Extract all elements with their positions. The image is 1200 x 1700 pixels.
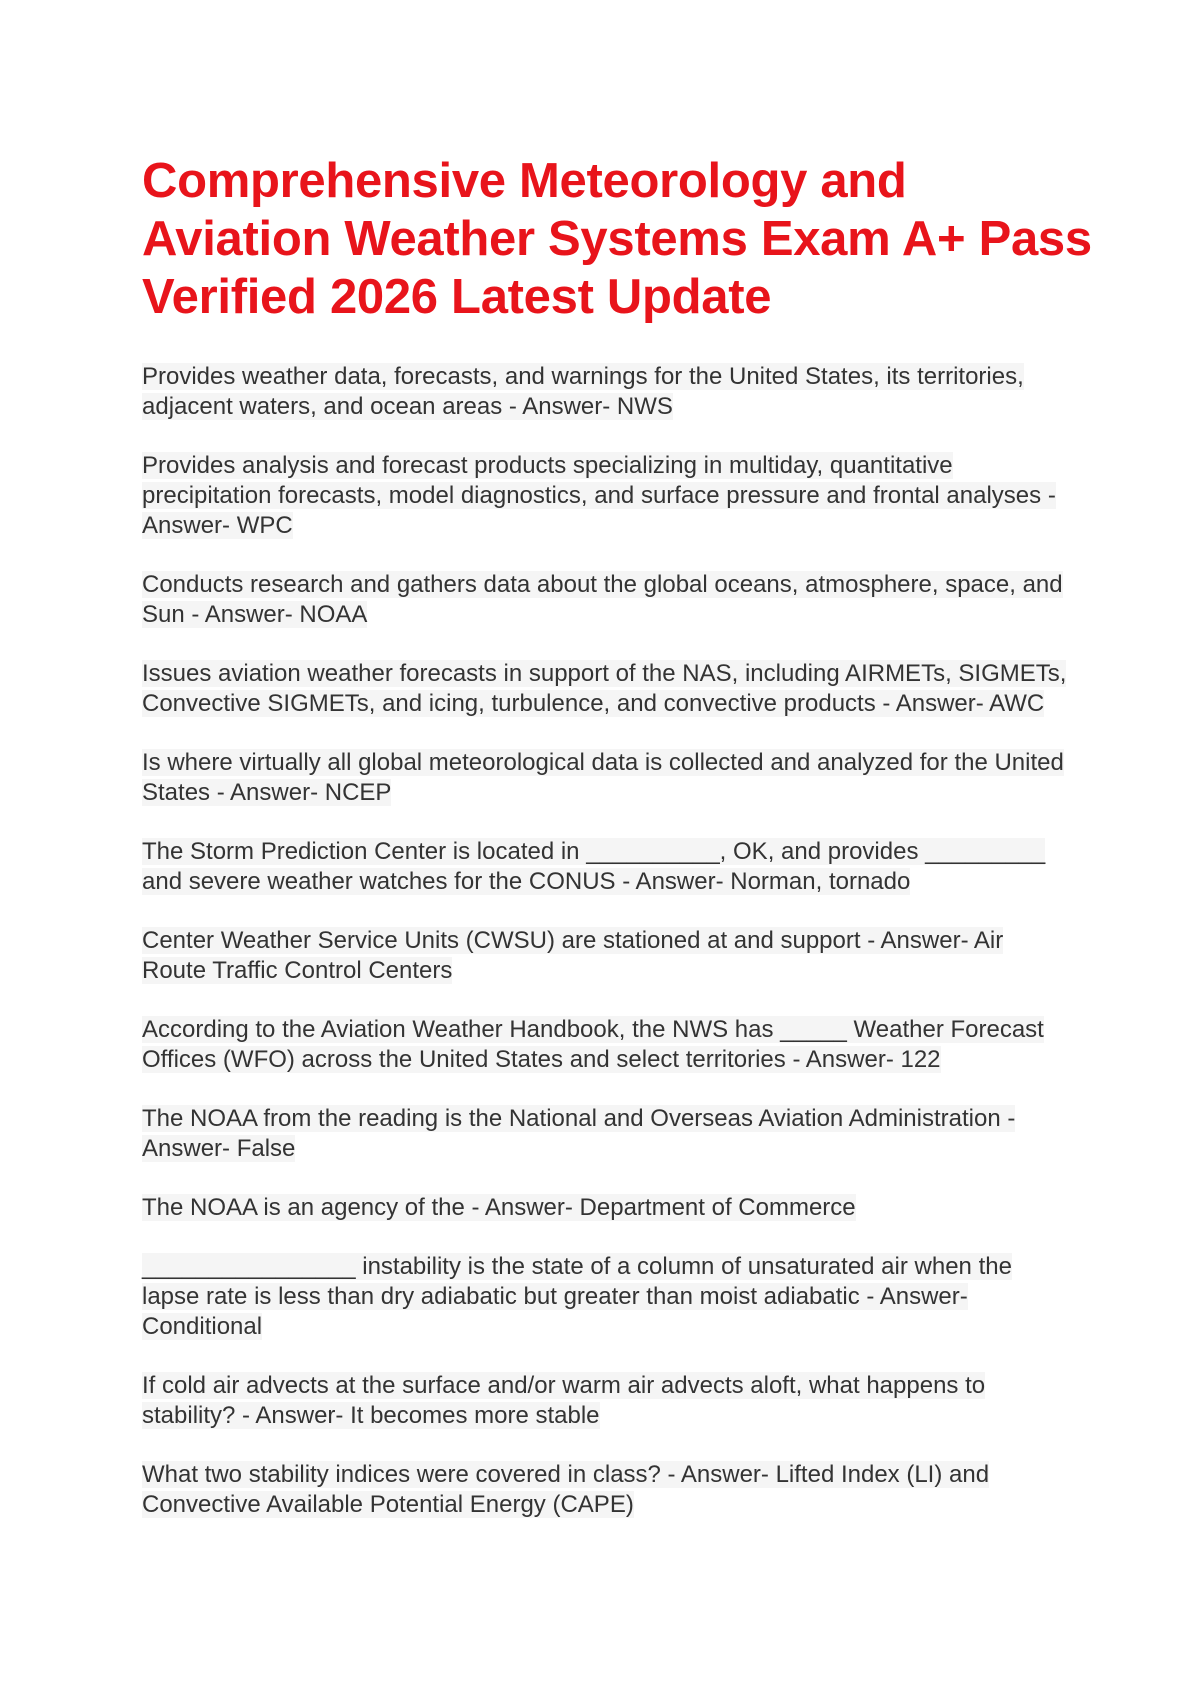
- qa-text: Provides weather data, forecasts, and warnings for the United States, its territories, adjacent waters, and ocean areas - Answer- NWS: [142, 363, 1024, 420]
- qa-text: Is where virtually all global meteorological data is collected and analyzed for the United States - Answer- NCEP: [142, 749, 1064, 806]
- qa-item-nws: [142, 362, 1072, 422]
- qa-item-ncep: [142, 748, 1072, 808]
- qa-text: What two stability indices were covered in class? - Answer- Lifted Index (LI) and Convective Available Potential Energy (CAPE): [142, 1461, 990, 1518]
- qa-text: Provides analysis and forecast products specializing in multiday, quantitative precipitation forecasts, model diagnostics, and surface pressure and frontal analyses - Answer- WPC: [142, 452, 1056, 539]
- qa-text: The NOAA from the reading is the National and Overseas Aviation Administration - Answer- False: [142, 1105, 1016, 1162]
- qa-text: Conducts research and gathers data about the global oceans, atmosphere, space, and Sun - Answer- NOAA: [142, 571, 1063, 628]
- qa-item-noaa-false: [142, 1104, 1072, 1164]
- qa-item-commerce: [142, 1193, 1072, 1223]
- qa-item-spc: [142, 837, 1072, 897]
- question-answer-list: [142, 362, 1072, 1549]
- qa-text: Center Weather Service Units (CWSU) are stationed at and support - Answer- Air Route Traffic Control Centers: [142, 927, 1004, 984]
- qa-item-cwsu: [142, 926, 1072, 986]
- qa-item-wfo: [142, 1015, 1072, 1075]
- qa-item-conditional: [142, 1252, 1072, 1342]
- qa-item-indices: [142, 1460, 1072, 1520]
- qa-item-wpc: [142, 451, 1072, 541]
- qa-item-awc: [142, 659, 1072, 719]
- qa-item-stability: [142, 1371, 1072, 1431]
- qa-text: ________________ instability is the state of a column of unsaturated air when the lapse rate is less than dry adiabatic but greater than moist adiabatic - Answer- Conditional: [142, 1253, 1012, 1340]
- qa-text: If cold air advects at the surface and/or warm air advects aloft, what happens to stability? - Answer- It becomes more stable: [142, 1372, 986, 1429]
- qa-text: According to the Aviation Weather Handbook, the NWS has _____ Weather Forecast Offices (WFO) across the United States and select territories - Answer- 122: [142, 1016, 1044, 1073]
- qa-text: Issues aviation weather forecasts in support of the NAS, including AIRMETs, SIGMETs, Convective SIGMETs, and icing, turbulence, and convective products - Answer- AWC: [142, 660, 1067, 717]
- qa-text: The Storm Prediction Center is located in __________, OK, and provides _________ and severe weather watches for the CONUS - Answer- Norman, tornado: [142, 838, 1046, 895]
- qa-item-noaa: [142, 570, 1072, 630]
- document-title: Comprehensive Meteorology and Aviation Weather Systems Exam A+ Pass Verified 2026 Latest Update: [142, 154, 1092, 324]
- qa-text: The NOAA is an agency of the - Answer- Department of Commerce: [142, 1194, 856, 1221]
